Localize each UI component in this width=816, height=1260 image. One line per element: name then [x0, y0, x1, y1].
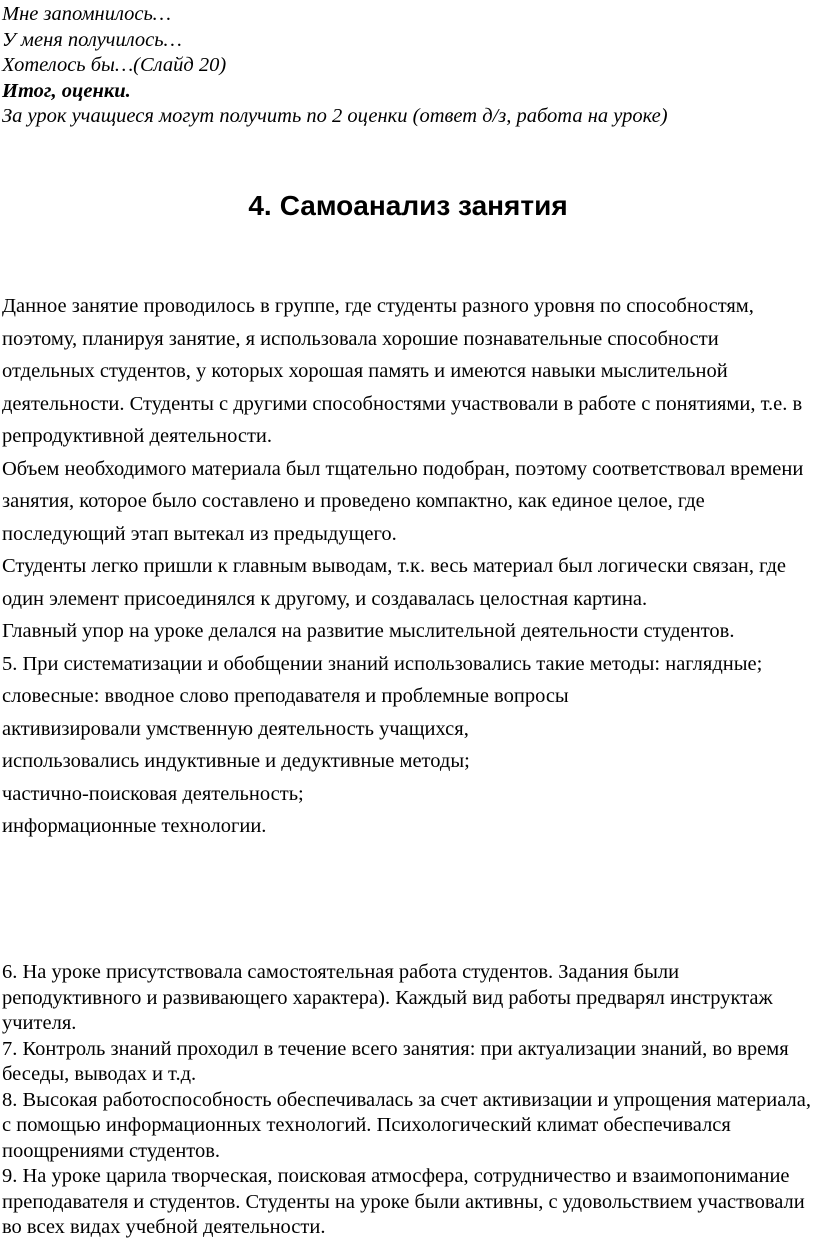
point-7-knowledge-control: 7. Контроль знаний проходил в течение всего занятия: при актуализации знаний, во время беседы, выводах и т.д.: [2, 1037, 789, 1085]
reflection-prompt-succeeded: У меня получилось…: [2, 28, 182, 51]
paragraph-conclusions: Студенты легко пришли к главным выводам, т.к. весь материал был логически связан, где один элемент присоединялся к другому, и создавалась целостная картина.: [2, 555, 787, 610]
summary-grades-heading: Итог, оценки.: [2, 79, 131, 102]
paragraph-methods: 5. При систематизации и обобщении знаний использовались такие методы: наглядные;: [2, 652, 763, 675]
method-partial-search: частично-поисковая деятельность;: [2, 782, 304, 805]
grades-note: За урок учащиеся могут получить по 2 оценки (ответ д/з, работа на уроке): [2, 105, 668, 127]
section-number: 4.: [248, 190, 272, 221]
method-it: информационные технологии.: [2, 815, 267, 837]
point-6-independent-work: 6. На уроке присутствовала самостоятельная работа студентов. Задания были реподуктивного и развивающего характера). Каждый вид работы предварял инструктаж учителя.: [2, 961, 773, 1034]
paragraph-group-levels: Данное занятие проводилось в группе, где студенты разного уровня по способностям, поэтому, планируя занятие, я использовала хорошие познавательные способности отдельных студентов, у которых хорошая память и имеются навыки мыслительной деятельности. Студенты с другими способностями участвовали в работе с понятиями, т.е. в репродуктивной деятельности.: [2, 295, 803, 447]
point-8-performance: 8. Высокая работоспособность обеспечивалась за счет активизации и упрощения материала, с помощью информационных технологий. Психологический климат обеспечивался поощрениями студентов.: [2, 1088, 811, 1162]
point-9-atmosphere: 9. На уроке царила творческая, поисковая атмосфера, сотрудничество и взаимопонимание преподавателя и студентов. Студенты на уроке были активны, с удовольствием участвовали во всех видах учебной деятельности.: [2, 1165, 805, 1238]
reflection-prompt-wish: Хотелось бы…(Слайд 20): [2, 54, 227, 76]
method-verbal: словесные: вводное слово преподавателя и проблемные вопросы: [2, 685, 569, 707]
numbered-points: [2, 960, 816, 1241]
section-title: Самоанализ занятия: [279, 190, 568, 221]
section-heading: [0, 188, 816, 224]
method-activation: активизировали умственную деятельность учащихся,: [2, 717, 469, 740]
self-analysis-body: [2, 290, 816, 843]
paragraph-main-focus: Главный упор на уроке делался на развитие мыслительной деятельности студентов.: [2, 620, 735, 642]
paragraph-material-volume: Объем необходимого материала был тщательно подобран, поэтому соответствовал времени занятия, которое было составлено и проведено компактно, как единое целое, где последующий этап вытекал из предыдущего.: [2, 457, 804, 545]
lesson-reflection-block: [2, 2, 814, 130]
reflection-prompt-remembered: Мне запомнилось…: [2, 3, 172, 25]
method-inductive-deductive: использовались индуктивные и дедуктивные методы;: [2, 750, 470, 772]
